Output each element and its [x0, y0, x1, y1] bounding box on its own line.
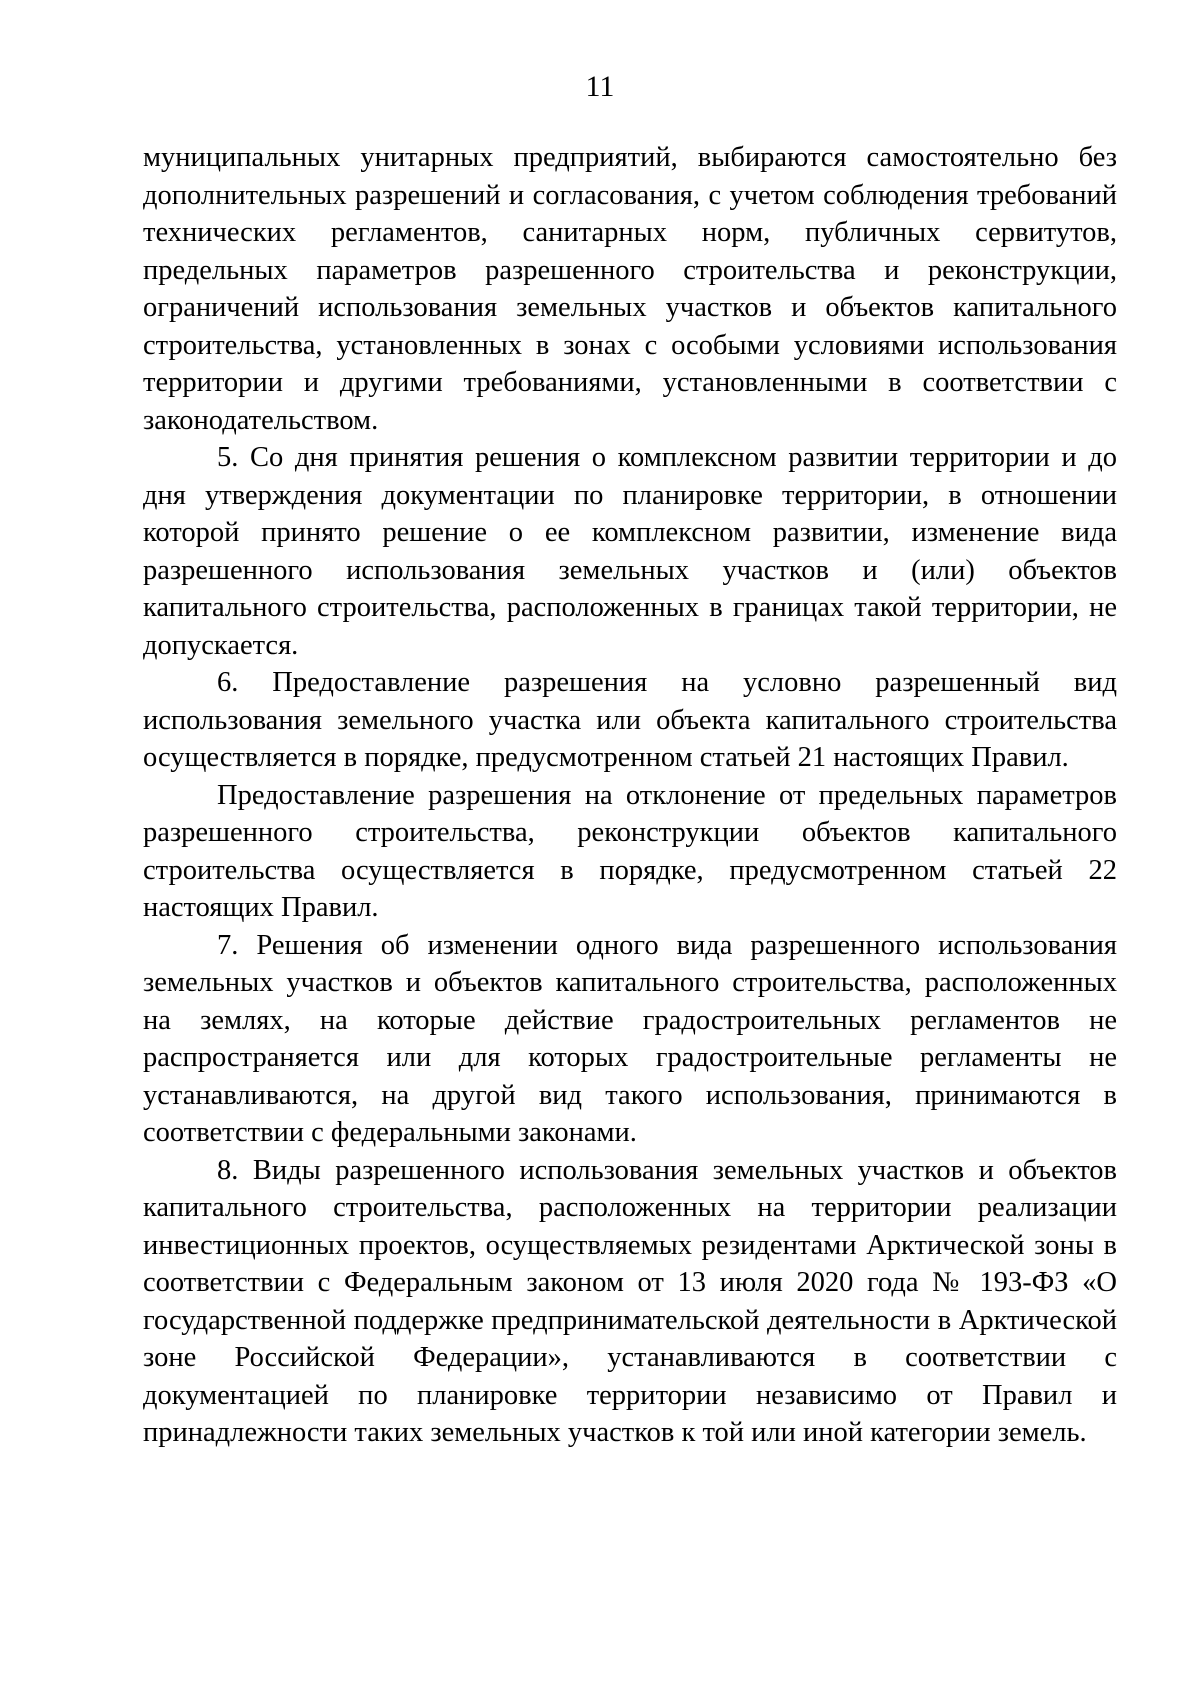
paragraph-item-6: 6. Предоставление разрешения на условно разрешенный вид использования земельного участка или объекта капитального строительства осуществляется в порядке, предусмотренном статьей 21 настоящих Правил. — [143, 667, 1117, 773]
paragraph-item-8: 8. Виды разрешенного использования земельных участков и объектов капитального строительства, расположенных на территории реализации инвестиционных проектов, осуществляемых резидентами Арктической зоны в соответствии с Федеральным законом от 13 июля 2020 года № 193-ФЗ «О государственной поддержке предпринимательской деятельности в Арктической зоне Российской Федерации», устанавливаются в соответствии с документацией по планировке территории независимо от Правил и принадлежности таких земельных участков к той или иной категории земель. — [143, 1154, 1117, 1448]
paragraph-item-5: 5. Со дня принятия решения о комплексном развитии территории и до дня утверждения документации по планировке территории, в отношении которой принято решение о ее комплексном развитии, изменение вида разрешенного использования земельных участков и (или) объектов капитального строительства, расположенных в границах такой территории, не допускается. — [143, 442, 1117, 661]
paragraph-continuation: муниципальных унитарных предприятий, выбираются самостоятельно без дополнительных разрешений и согласования, с учетом соблюдения требований технических регламентов, санитарных норм, публичных сервитутов, предельных параметров разрешенного строительства и реконструкции, ограничений использования земельных участков и объектов капитального строительства, установленных в зонах с особыми условиями использования территории и другими требованиями, установленными в соответствии с законодательством. — [143, 142, 1117, 436]
paragraph-item-6-deviation: Предоставление разрешения на отклонение от предельных параметров разрешенного строительства, реконструкции объектов капитального строительства осуществляется в порядке, предусмотренном статьей 22 настоящих Правил. — [143, 779, 1117, 923]
paragraph-item-7: 7. Решения об изменении одного вида разрешенного использования земельных участков и объектов капитального строительства, расположенных на землях, на которые действие градостроительных регламентов не распространяется или для которых градостроительные регламенты не устанавливаются, на другой вид такого использования, принимаются в соответствии с федеральными законами. — [143, 929, 1117, 1148]
document-body — [143, 139, 1117, 1452]
page-number: 11 — [585, 70, 615, 103]
